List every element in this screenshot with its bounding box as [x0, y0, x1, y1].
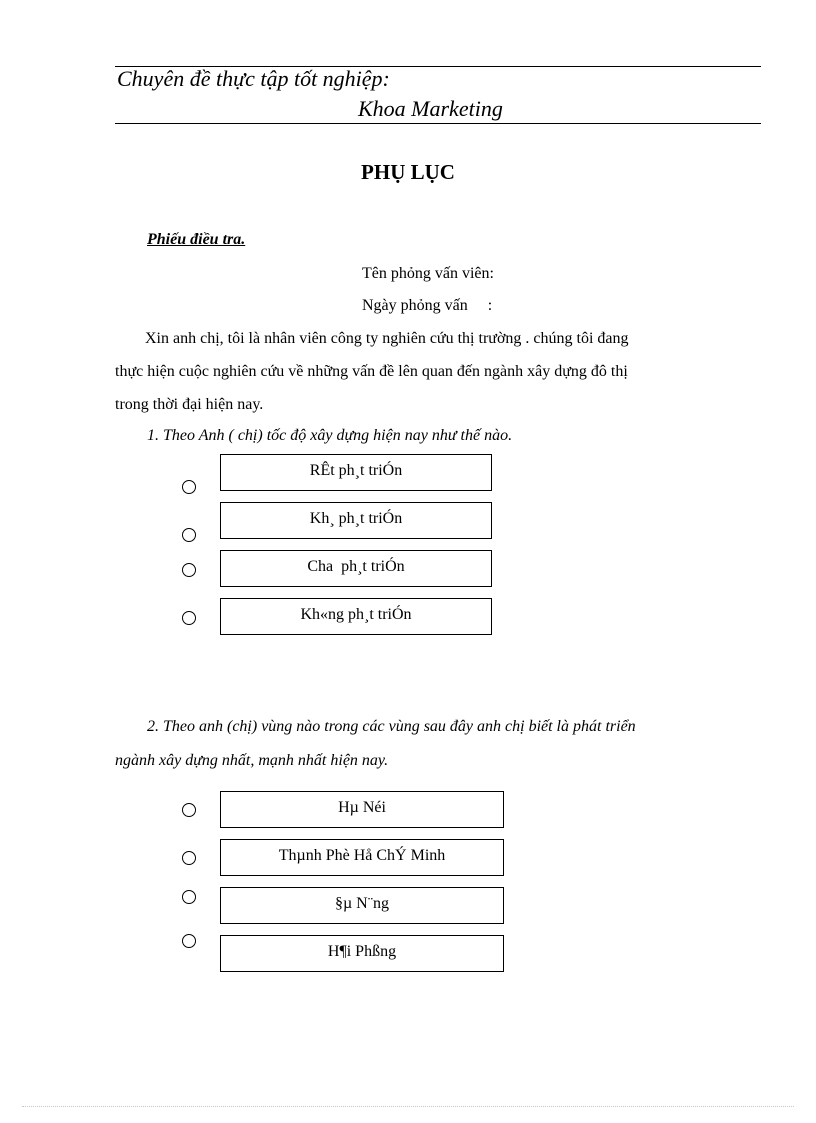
- q2-option-4-box[interactable]: H¶i Phßng: [220, 935, 504, 972]
- interviewer-label: Tên phỏng vấn viên:: [362, 265, 494, 282]
- q1-option-1-box[interactable]: RÊt ph¸t triÓn: [220, 454, 492, 491]
- q2-option-2-radio[interactable]: [182, 851, 196, 865]
- q1-option-4-radio[interactable]: [182, 611, 196, 625]
- q2-option-1-box[interactable]: Hµ Néi: [220, 791, 504, 828]
- header-bottom-rule: [115, 123, 761, 124]
- intro-line-2: thực hiện cuộc nghiên cứu về những vấn đề lên quan đến ngành xây dựng đô thị: [115, 363, 628, 380]
- question-2-line-1: 2. Theo anh (chị) vùng nào trong các vùng sau đây anh chị biết là phát triển: [147, 718, 636, 735]
- q2-option-3-radio[interactable]: [182, 890, 196, 904]
- question-2: [115, 710, 757, 778]
- interview-date-label: Ngày phỏng vấn :: [362, 297, 493, 314]
- intro-paragraph: [115, 322, 757, 421]
- q2-option-3-box[interactable]: §µ N¨ng: [220, 887, 504, 924]
- q1-option-1-radio[interactable]: [182, 480, 196, 494]
- q1-option-2-radio[interactable]: [182, 528, 196, 542]
- header-course-title: Chuyên đề thực tập tốt nghiệp:: [117, 66, 390, 91]
- header-faculty: Khoa Marketing: [358, 96, 503, 121]
- question-1: 1. Theo Anh ( chị) tốc độ xây dựng hiện nay như thế nào.: [147, 427, 513, 444]
- section-heading: Phiếu điều tra.: [147, 231, 246, 248]
- page-bottom-dotted-rule: [22, 1106, 794, 1107]
- q2-option-4-radio[interactable]: [182, 934, 196, 948]
- intro-line-3: trong thời đại hiện nay.: [115, 396, 264, 413]
- intro-line-1: Xin anh chị, tôi là nhân viên công ty nghiên cứu thị trường . chúng tôi đang: [145, 330, 629, 347]
- q1-option-3-box[interactable]: Cha ph¸t triÓn: [220, 550, 492, 587]
- q1-option-2-box[interactable]: Kh¸ ph¸t triÓn: [220, 502, 492, 539]
- q2-option-1-radio[interactable]: [182, 803, 196, 817]
- q1-option-4-box[interactable]: Kh«ng ph¸t triÓn: [220, 598, 492, 635]
- q1-option-3-radio[interactable]: [182, 563, 196, 577]
- page-title: PHỤ LỤC: [361, 160, 455, 184]
- q2-option-2-box[interactable]: Thµnh Phè Hå ChÝ Minh: [220, 839, 504, 876]
- question-2-line-2: ngành xây dựng nhất, mạnh nhất hiện nay.: [115, 752, 389, 769]
